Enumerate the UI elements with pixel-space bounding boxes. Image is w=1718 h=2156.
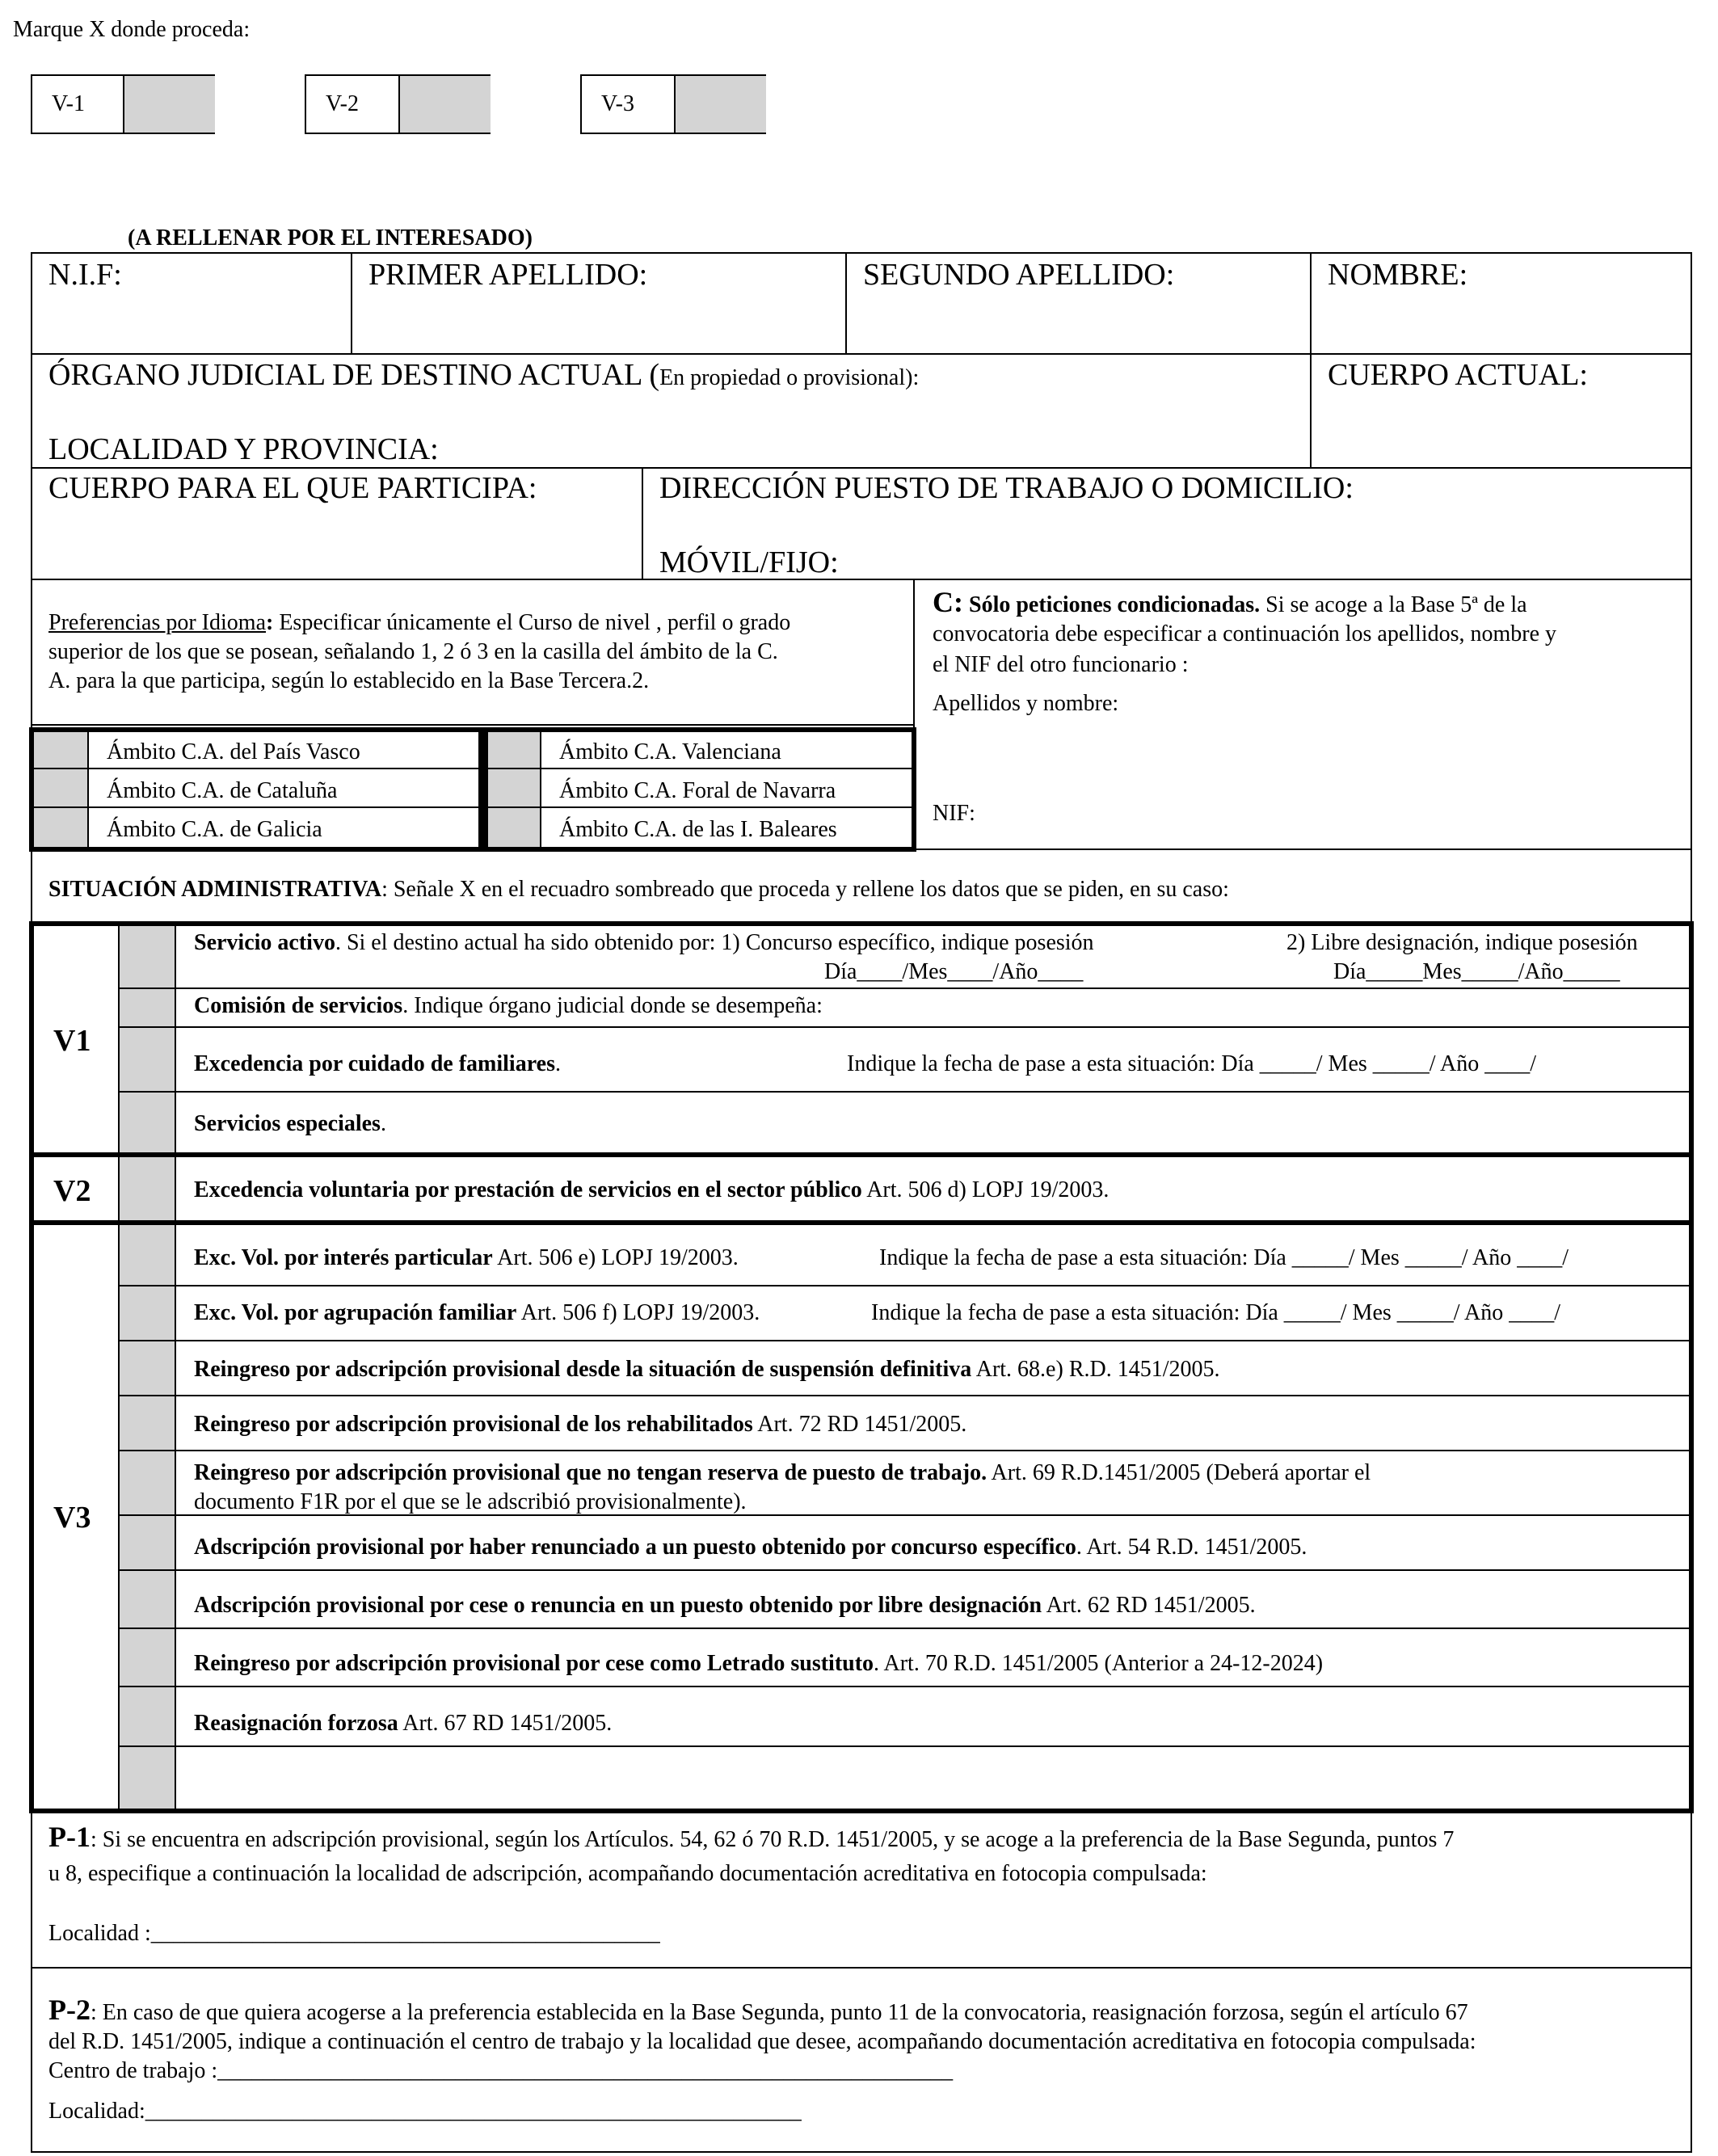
v3-rehabilitados-checkbox[interactable]: [120, 1396, 175, 1450]
ambito-galicia-label: Ámbito C.A. de Galicia: [107, 817, 322, 842]
v3-row-t: Art. 62 RD 1451/2005.: [1042, 1593, 1256, 1618]
v2-text-b: Excedencia voluntaria por prestación de servicios en el sector público: [194, 1177, 862, 1202]
option-v2-checkbox[interactable]: [398, 76, 491, 133]
v3-row-interes-particular: [194, 1244, 739, 1272]
divider: [87, 732, 89, 847]
v3-row-t: Art. 69 R.D.1451/2005 (Deberá aportar el: [987, 1460, 1371, 1485]
v2-text: [194, 1177, 1109, 1204]
nif-field[interactable]: N.I.F:: [48, 258, 122, 292]
option-v3[interactable]: [580, 74, 766, 134]
v3-row-t: Art. 506 e) LOPJ 19/2003.: [492, 1245, 739, 1270]
nombre-field[interactable]: NOMBRE:: [1328, 258, 1468, 292]
ambito-galicia-checkbox[interactable]: [34, 808, 87, 847]
v3-row-t: Art. 72 RD 1451/2005.: [752, 1412, 967, 1437]
condicionadas-line3: el NIF del otro funcionario :: [933, 652, 1189, 677]
v3-row-t: Art. 67 RD 1451/2005.: [398, 1711, 613, 1736]
option-v2[interactable]: [305, 74, 491, 134]
divider: [118, 1628, 1689, 1629]
v1-excedencia-fecha[interactable]: Indique la fecha de pase a esta situación: Día _____/ Mes _____/ Año ____/: [847, 1051, 1537, 1076]
condicionadas-title: Sólo peticiones condicionadas.: [963, 592, 1261, 617]
situacion-title: SITUACIÓN ADMINISTRATIVA: [48, 877, 382, 902]
v1-servicio-b: Servicio activo: [194, 930, 335, 955]
v3-row-b: Reingreso por adscripción provisional desde la situación de suspensión definitiva: [194, 1357, 972, 1382]
organo-judicial-field[interactable]: [48, 357, 919, 393]
ambito-baleares-label: Ámbito C.A. de las I. Baleares: [559, 817, 837, 842]
idioma-text-line2: superior de los que se posean, señalando 1, 2 ó 3 en la casilla del ámbito de la C.: [48, 639, 778, 664]
divider: [118, 1450, 1689, 1451]
idioma-text-line1: [48, 609, 790, 637]
localidad-provincia-field[interactable]: LOCALIDAD Y PROVINCIA:: [48, 432, 439, 466]
v3-row-rehabilitados: [194, 1411, 966, 1438]
option-v3-checkbox[interactable]: [674, 76, 766, 133]
p1-text: Si se encuentra en adscripción provisional, según los Artículos. 54, 62 ó 70 R.D. 1451/2005, y se acoge a la preferencia de la Base Segunda, puntos 7: [96, 1827, 1455, 1852]
divider: [118, 1340, 1689, 1341]
ambito-baleares-checkbox[interactable]: [488, 808, 540, 847]
v3-row-sin-reserva: [194, 1459, 1371, 1487]
v3-letrado-sustituto-checkbox[interactable]: [120, 1629, 175, 1686]
v1-excedencia-b: Excedencia por cuidado de familiares: [194, 1051, 555, 1076]
ambito-cataluna-checkbox[interactable]: [34, 769, 87, 806]
v3-suspension-checkbox[interactable]: [120, 1341, 175, 1395]
section-title: (A RELLENAR POR EL INTERESADO): [128, 225, 533, 251]
v2-checkbox[interactable]: [120, 1157, 175, 1220]
v3-sin-reserva-checkbox[interactable]: [120, 1451, 175, 1514]
option-v2-label: V-2: [326, 91, 359, 116]
cuerpo-participa-field[interactable]: CUERPO PARA EL QUE PARTICIPA:: [48, 471, 537, 505]
v1-comision-t: . Indique órgano judicial donde se desempeña:: [402, 993, 823, 1018]
divider: [175, 926, 176, 1152]
condicionadas-letter: C:: [933, 586, 963, 618]
v3-row-b: Adscripción provisional por haber renunciado a un puesto obtenido por concurso específico: [194, 1535, 1076, 1560]
divider: [118, 987, 1689, 989]
divider: [118, 1395, 1689, 1396]
ambito-pais-vasco-label: Ámbito C.A. del País Vasco: [107, 739, 360, 764]
v3-row-t: . Art. 70 R.D. 1451/2005 (Anterior a 24-12-2024): [874, 1651, 1324, 1676]
v3-row-t: Art. 506 f) LOPJ 19/2003.: [516, 1300, 760, 1325]
ambito-navarra-checkbox[interactable]: [488, 769, 540, 806]
v3-row-concurso-especifico: [194, 1534, 1307, 1561]
divider: [118, 1285, 1689, 1286]
v3-row-b: Adscripción provisional por cese o renuncia en un puesto obtenido por libre designación: [194, 1593, 1042, 1618]
p2-localidad-field[interactable]: Localidad:__________________________________________________________: [48, 2099, 802, 2124]
v1-comision-checkbox[interactable]: [120, 989, 175, 1026]
divider: [31, 353, 1692, 355]
v1-excedencia-t: .: [554, 1051, 561, 1076]
divider: [31, 724, 915, 726]
primer-apellido-field[interactable]: PRIMER APELLIDO:: [368, 258, 648, 292]
v1-servicio-activo: [194, 929, 1094, 957]
segundo-apellido-field[interactable]: SEGUNDO APELLIDO:: [863, 258, 1175, 292]
divider: [540, 732, 541, 847]
v1-fecha-concurso[interactable]: Día____/Mes____/Año____: [824, 959, 1084, 984]
p2-line2: del R.D. 1451/2005, indique a continuación el centro de trabajo y la localidad que desee, acompañando documentación acreditativa en fotocopia compulsada:: [48, 2029, 1476, 2054]
v3-row-t: . Art. 54 R.D. 1451/2005.: [1076, 1535, 1307, 1560]
divider: [118, 1026, 1689, 1028]
idioma-colon: :: [266, 610, 274, 635]
v2-text-t: Art. 506 d) LOPJ 19/2003.: [861, 1177, 1110, 1202]
p1-colon: :: [90, 1827, 97, 1852]
ambito-valenciana-label: Ámbito C.A. Valenciana: [559, 739, 781, 764]
v3-agrupacion-familiar-checkbox[interactable]: [120, 1286, 175, 1340]
option-v1-checkbox[interactable]: [123, 76, 215, 133]
organo-main: ÓRGANO JUDICIAL DE DESTINO ACTUAL (: [48, 358, 660, 392]
v3-row-letrado-sustituto: [194, 1650, 1323, 1678]
v3-row-libre-designacion: [194, 1592, 1256, 1619]
v3-reasignacion-forzosa-checkbox[interactable]: [120, 1687, 175, 1745]
option-v3-label: V-3: [601, 91, 634, 116]
idioma-label: Preferencias por Idioma: [48, 610, 266, 635]
situacion-text: : Señale X en el recuadro sombreado que proceda y rellene los datos que se piden, en su caso:: [381, 877, 1229, 902]
v3-row-interes-particular-fecha[interactable]: Indique la fecha de pase a esta situación: Día _____/ Mes _____/ Año ____/: [879, 1245, 1569, 1270]
v3-row-agrupacion-familiar: [194, 1299, 760, 1327]
p2-text: : En caso de que quiera acogerse a la preferencia establecida en la Base Segunda, punto 11 de la convocatoria, reasignación forzosa, según el artículo 67: [90, 2000, 1468, 2025]
idioma-text-line3: A. para la que participa, según lo establecido en la Base Tercera.2.: [48, 668, 650, 693]
condicionadas-apellidos-field[interactable]: Apellidos y nombre:: [933, 691, 1119, 716]
divider: [118, 1745, 1689, 1747]
divider: [118, 1091, 1689, 1093]
direccion-field[interactable]: DIRECCIÓN PUESTO DE TRABAJO O DOMICILIO:: [659, 471, 1354, 505]
v1-servicio-libre: 2) Libre designación, indique posesión: [1286, 930, 1638, 955]
instruction: Marque X donde proceda:: [13, 17, 251, 42]
v1-label: V1: [53, 1024, 91, 1058]
idioma-text: Especificar únicamente el Curso de nivel , perfil o grado: [273, 610, 791, 635]
v3-row-b: Reingreso por adscripción provisional por cese como Letrado sustituto: [194, 1651, 874, 1676]
v3-row-reasignacion-forzosa: [194, 1710, 612, 1737]
divider: [642, 467, 643, 580]
ambito-pais-vasco-checkbox[interactable]: [34, 732, 87, 768]
divider: [175, 1225, 176, 1809]
p1-line1: [48, 1820, 1454, 1854]
divider: [34, 806, 912, 808]
p1-localidad-field[interactable]: Localidad :_____________________________________________: [48, 1921, 660, 1946]
divider: [34, 768, 912, 769]
v2-label: V2: [53, 1174, 91, 1208]
divider: [31, 467, 1692, 469]
divider: [118, 1686, 1689, 1687]
v1-excedencia: [194, 1051, 561, 1078]
ambito-cataluna-label: Ámbito C.A. de Cataluña: [107, 778, 338, 803]
p2-centro-field[interactable]: Centro de trabajo :_________________________________________________________________: [48, 2058, 954, 2083]
v1-fecha-libre[interactable]: Día_____Mes_____/Año_____: [1333, 959, 1620, 984]
v3-row-sin-reserva-line2: documento F1R por el que se le adscribió provisionalmente).: [194, 1489, 747, 1514]
personal-data-table: [31, 252, 1692, 580]
divider: [845, 252, 847, 354]
v3-row-b: Exc. Vol. por interés particular: [194, 1245, 493, 1270]
v1-especiales-t: .: [380, 1111, 386, 1136]
situacion-header: [48, 876, 1229, 903]
v1-comision-b: Comisión de servicios: [194, 993, 403, 1018]
v1-excedencia-checkbox[interactable]: [120, 1028, 175, 1091]
v3-extra-checkbox[interactable]: [120, 1747, 175, 1809]
v3-row-t: Art. 68.e) R.D. 1451/2005.: [971, 1357, 1220, 1382]
v1-especiales: [194, 1110, 386, 1138]
v3-row-agrupacion-familiar-fecha[interactable]: Indique la fecha de pase a esta situación: Día _____/ Mes _____/ Año ____/: [871, 1300, 1561, 1325]
v3-row-b: Reingreso por adscripción provisional de los rehabilitados: [194, 1412, 753, 1437]
condicionadas-line1: [933, 585, 1527, 619]
v3-libre-designacion-checkbox[interactable]: [120, 1571, 175, 1628]
v3-label: V3: [53, 1501, 91, 1535]
p2-label: P-2: [48, 1994, 91, 2026]
organo-small: En propiedad o provisional):: [659, 365, 920, 390]
v1-especiales-checkbox[interactable]: [120, 1093, 175, 1152]
p2-line1: [48, 1993, 1468, 2027]
v3-concurso-especifico-checkbox[interactable]: [120, 1516, 175, 1569]
divider: [351, 252, 352, 354]
option-v1-label: V-1: [52, 91, 85, 116]
divider: [175, 1157, 176, 1220]
v3-row-b: Reingreso por adscripción provisional que no tengan reserva de puesto de trabajo.: [194, 1460, 987, 1485]
divider: [118, 1569, 1689, 1571]
p1-label: P-1: [48, 1821, 91, 1853]
condicionadas-text: Si se acoge a la Base 5ª de la: [1260, 592, 1527, 617]
movil-field[interactable]: MÓVIL/FIJO:: [659, 545, 839, 579]
condicionadas-line2: convocatoria debe especificar a continuación los apellidos, nombre y: [933, 621, 1557, 646]
v1-comision: [194, 992, 823, 1020]
option-v1[interactable]: [31, 74, 215, 134]
v1-servicio-t: . Si el destino actual ha sido obtenido por: 1) Concurso específico, indique posesión: [335, 930, 1094, 955]
v3-row-b: Reasignación forzosa: [194, 1711, 398, 1736]
v3-interes-particular-checkbox[interactable]: [120, 1225, 175, 1285]
v3-row-b: Exc. Vol. por agrupación familiar: [194, 1300, 517, 1325]
v1-servicio-activo-checkbox[interactable]: [120, 926, 175, 987]
v3-row-suspension: [194, 1356, 1220, 1383]
divider: [1310, 252, 1312, 468]
ambito-navarra-label: Ámbito C.A. Foral de Navarra: [559, 778, 836, 803]
p1-line2: u 8, especifique a continuación la localidad de adscripción, acompañando documentación acreditativa en fotocopia compulsada:: [48, 1861, 1207, 1886]
condicionadas-nif-field[interactable]: NIF:: [933, 801, 975, 826]
v1-especiales-b: Servicios especiales: [194, 1111, 381, 1136]
ambito-valenciana-checkbox[interactable]: [488, 732, 540, 768]
cuerpo-actual-field[interactable]: CUERPO ACTUAL:: [1328, 358, 1588, 392]
